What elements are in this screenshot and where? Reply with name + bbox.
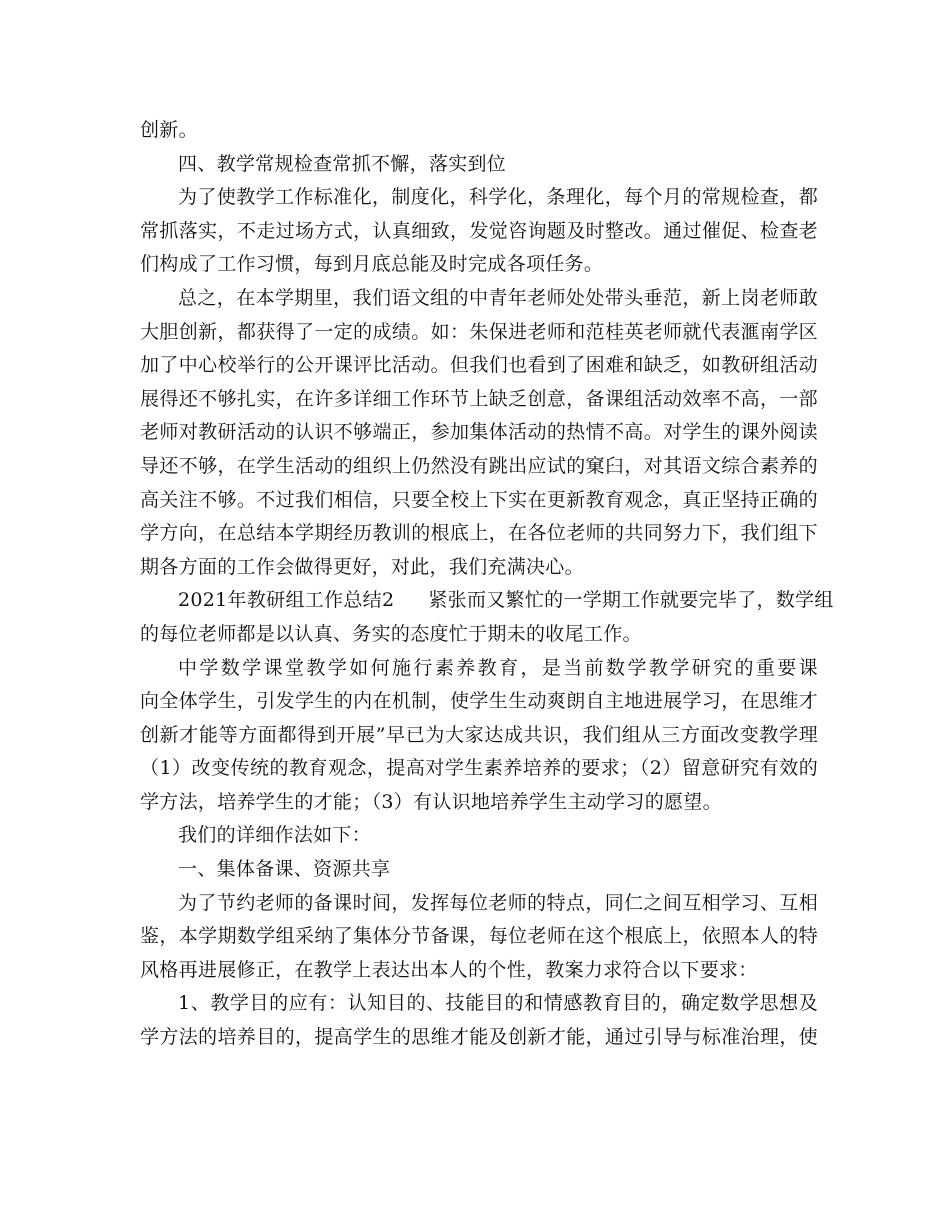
- text-line: 的每位老师都是以认真、务实的态度忙于期未的收尾工作。: [140, 622, 642, 645]
- text-line: 加了中心校举行的公开课评比活动。但我们也看到了困难和缺乏，如教研组活动: [140, 354, 818, 377]
- text-line: 创新。: [140, 119, 198, 141]
- text-line: 鉴，本学期数学组采纳了集体分节备课，每位老师在这个根底上，依照本人的特: [140, 925, 818, 948]
- section-heading: 2021年教研组工作总结2: [178, 589, 395, 612]
- text-line: 创新才能等方面都得到开展”早已为大家达成共识，我们组从三方面改变教学理: [140, 723, 818, 746]
- text-line: 学方法的培养目的，提高学生的思维才能及创新才能，通过引导与标准治理，使: [140, 1026, 818, 1049]
- text-line: 常抓落实，不走过场方式，认真细致，发觉咨询题及时整改。通过催促、检查老: [140, 219, 818, 242]
- text-line: 学方法，培养学生的才能；（3）有认识地培养学生主动学习的愿望。: [140, 790, 722, 813]
- text-line: 为了节约老师的备课时间，发挥每位老师的特点，同仁之间互相学习、互相: [178, 891, 818, 914]
- text-line: 总之，在本学期里，我们语文组的中青年老师处处带头垂范，新上岗老师敢: [178, 286, 818, 309]
- document-body: [140, 114, 834, 1055]
- text-line: 高关注不够。不过我们相信，只要全校上下实在更新教育观念，真正坚持正确的: [140, 488, 818, 511]
- text-line: 导还不够，在学生活动的组织上仍然没有跳出应试的窠臼，对其语文综合素养的: [140, 454, 818, 477]
- text-line: 们构成了工作习惯，每到月底总能及时完成各项任务。: [140, 253, 604, 276]
- text-line: 学方向，在总结本学期经历教训的根底上，在各位老师的共同努力下，我们组下: [140, 522, 818, 545]
- text-line: 展得还不够扎实，在许多详细工作环节上缺乏创意，备课组活动效率不高，一部: [140, 387, 818, 410]
- text-line: 我们的详细作法如下：: [178, 824, 372, 847]
- text-line: 老师对教研活动的认识不够端正，参加集体活动的热情不高。对学生的课外阅读: [140, 421, 818, 444]
- text-line: 期各方面的工作会做得更好，对此，我们充满决心。: [140, 555, 584, 578]
- text-line: 向全体学生，引发学生的内在机制，使学生生动爽朗自主地进展学习，在思维才: [140, 690, 818, 713]
- text-line: [140, 584, 834, 618]
- text-line: 风格再进展修正，在教学上表达出本人的个性，教案力求符合以下要求：: [140, 958, 758, 981]
- text-line: 大胆创新，都获得了一定的成绩。如：朱保进老师和范桂英老师就代表滙南学区: [140, 320, 818, 343]
- text-line: （1）改变传统的教育观念，提高对学生素养培养的要求；（2）留意研究有效的: [140, 757, 818, 780]
- text-line: 四、教学常规检查常抓不懈，落实到位: [178, 152, 507, 175]
- text-line: 1、教学目的应有：认知目的、技能目的和情感教育目的，确定数学思想及: [178, 992, 818, 1015]
- text-line: 中学数学课堂教学如何施行素养教育，是当前数学教学研究的重要课: [178, 656, 818, 679]
- text-line: 一、集体备课、资源共享: [178, 858, 391, 881]
- text-line: 为了使教学工作标准化，制度化，科学化，条理化，每个月的常规检查，都: [178, 186, 818, 209]
- text-segment: 紧张而又繁忙的一学期工作就要完毕了，数学组: [428, 589, 834, 612]
